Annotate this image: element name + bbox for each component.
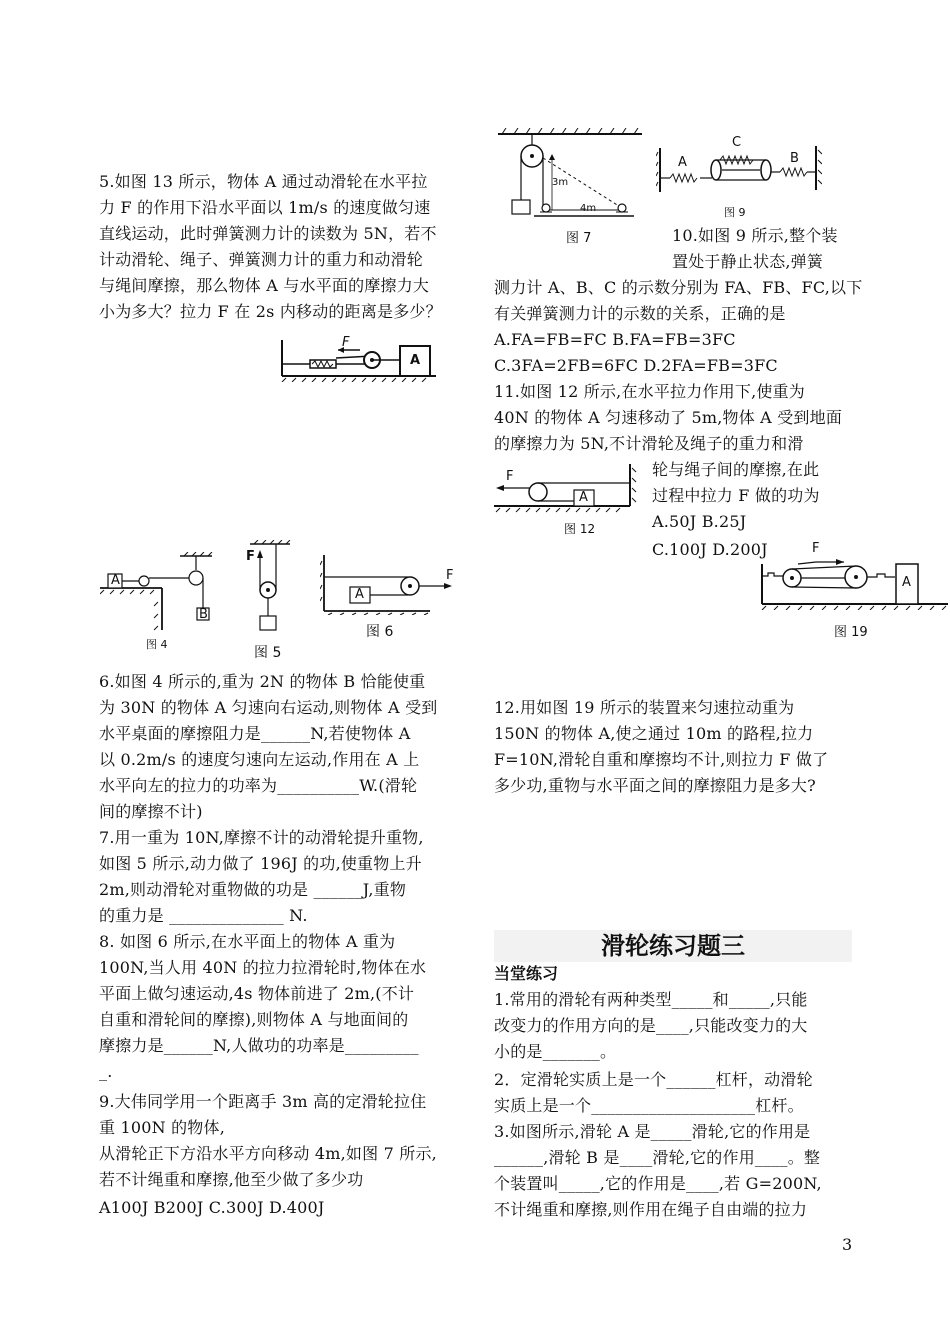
text-line: 若不计绳重和摩擦,他至少做了多少功 xyxy=(99,1170,364,1189)
text-line: 实质上是一个____________________杠杆。 xyxy=(494,1096,804,1115)
object-b-label: B xyxy=(199,607,208,622)
text-line: 重 100N 的物体, xyxy=(99,1118,225,1137)
section-subhead: 当堂练习 xyxy=(494,964,559,983)
text-line: A100J B200J C.300J D.400J xyxy=(99,1198,325,1217)
text-line: 改变力的作用方向的是____,只能改变力的大 xyxy=(494,1016,808,1035)
force-label: F xyxy=(446,568,454,583)
text-line: 以 0.2m/s 的速度匀速向左运动,作用在 A 上 xyxy=(99,750,420,769)
text-line: 从滑轮正下方沿水平方向移动 4m,如图 7 所示, xyxy=(99,1144,437,1163)
text-line: 6.如图 4 所示的,重为 2N 的物体 B 恰能使重 xyxy=(99,672,426,691)
text-line: 2．定滑轮实质上是一个______杠杆，动滑轮 xyxy=(494,1070,813,1089)
text-line: 与绳间摩擦，那么物体 A 与水平面的摩擦力大 xyxy=(99,276,430,295)
text-line: 3.如图所示,滑轮 A 是_____滑轮,它的作用是 xyxy=(494,1122,811,1141)
figure-6-pulley-diagram xyxy=(320,555,460,640)
distance-label: 4m xyxy=(580,203,597,214)
text-line: 1.常用的滑轮有两种类型_____和_____,只能 xyxy=(494,990,808,1009)
text-line: 计动滑轮、绳子、弹簧测力计的重力和动滑轮 xyxy=(99,250,424,269)
scale-c-label: C xyxy=(732,135,742,150)
force-label: F xyxy=(506,469,514,484)
text-line: 轮与绳子间的摩擦,在此 xyxy=(652,460,820,479)
figure-caption: 图 6 xyxy=(366,624,394,640)
text-line: 水平桌面的摩擦阻力是______N,若使物体 A xyxy=(99,724,411,743)
figure-13-pulley-diagram xyxy=(280,335,440,382)
force-label: F xyxy=(812,541,820,556)
text-line: 小的是_______。 xyxy=(494,1042,617,1061)
text-line: 摩擦力是______N,人做功的功率是_________ xyxy=(99,1036,419,1055)
scale-b-label: B xyxy=(790,151,799,166)
text-line: 的重力是 ______________ N. xyxy=(99,906,308,925)
figure-caption: 图 5 xyxy=(254,645,282,661)
text-line: 如图 5 所示,动力做了 196J 的功,使重物上升 xyxy=(99,854,422,873)
figure-19-pulley-diagram xyxy=(756,540,950,640)
page-number: 3 xyxy=(842,1235,853,1254)
text-line: 7.用一重为 10N,摩擦不计的动滑轮提升重物, xyxy=(99,828,424,847)
text-line: 40N 的物体 A 匀速移动了 5m,物体 A 受到地面 xyxy=(494,408,843,427)
text-line: 11.如图 12 所示,在水平拉力作用下,使重为 xyxy=(494,382,805,401)
text-line: 间的摩擦不计) xyxy=(99,802,203,821)
section-title: 滑轮练习题三 xyxy=(494,930,852,962)
text-line: 直线运动，此时弹簧测力计的读数为 5N，若不 xyxy=(99,224,437,243)
figure-caption: 图 9 xyxy=(724,206,746,219)
text-line: 置处于静止状态,弹簧 xyxy=(672,252,824,271)
figure-caption: 图 7 xyxy=(566,231,592,246)
text-line: _. xyxy=(99,1062,113,1081)
text-line: 自重和滑轮间的摩擦),则物体 A 与地面间的 xyxy=(99,1010,409,1029)
figure-7-pulley-diagram xyxy=(494,128,644,246)
figure-caption: 图 19 xyxy=(834,625,868,640)
text-line: 力 F 的作用下沿水平面以 1m/s 的速度做匀速 xyxy=(99,198,431,217)
text-line: A.50J B.25J xyxy=(652,512,747,531)
figure-caption: 图 12 xyxy=(564,522,596,536)
height-label: 3m xyxy=(552,177,569,188)
text-line: 12.用如图 19 所示的装置来匀速拉动重为 xyxy=(494,698,795,717)
text-line: 150N 的物体 A,使之通过 10m 的路程,拉力 xyxy=(494,724,814,743)
text-line: 测力计 A、B、C 的示数分别为 FA、FB、FC,以下 xyxy=(494,278,863,297)
object-a-label: A xyxy=(355,587,364,602)
text-line: 不计绳重和摩擦,则作用在绳子自由端的拉力 xyxy=(494,1200,808,1219)
text-line: 100N,当人用 40N 的拉力拉滑轮时,物体在水 xyxy=(99,958,427,977)
text-line: 10.如图 9 所示,整个装 xyxy=(672,226,838,245)
force-label: F xyxy=(342,335,350,350)
figure-9-spring-scale-diagram xyxy=(656,135,822,219)
text-line: 小为多大？拉力 F 在 2s 内移动的距离是多少？ xyxy=(99,302,442,321)
text-line: 2m,则动滑轮对重物做的功是 ______J,重物 xyxy=(99,880,407,899)
text-line: 为 30N 的物体 A 匀速向右运动,则物体 A 受到 xyxy=(99,698,438,717)
text-line: 9.大伟同学用一个距离手 3m 高的定滑轮拉住 xyxy=(99,1092,427,1111)
figure-5-pulley-diagram xyxy=(240,540,300,661)
text-line: 过程中拉力 F 做的功为 xyxy=(652,486,820,505)
text-line: ______,滑轮 B 是____滑轮,它的作用____。整 xyxy=(494,1148,821,1167)
text-line: F=10N,滑轮自重和摩擦均不计,则拉力 F 做了 xyxy=(494,750,829,769)
figure-caption: 图 4 xyxy=(146,638,168,651)
text-line: 5.如图 13 所示，物体 A 通过动滑轮在水平拉 xyxy=(99,172,428,191)
text-line: 水平向左的拉力的功率为__________W.(滑轮 xyxy=(99,776,418,795)
text-line: C.100J D.200J xyxy=(652,540,768,559)
force-label: F xyxy=(246,549,255,564)
figure-4-pulley-diagram xyxy=(100,552,220,651)
text-line: 的摩擦力为 5N,不计滑轮及绳子的重力和滑 xyxy=(494,434,804,453)
object-a-label: A xyxy=(902,575,911,590)
object-a-label: A xyxy=(579,490,588,505)
text-line: A.FA=FB=FC B.FA=FB=3FC xyxy=(494,330,736,349)
scale-a-label: A xyxy=(678,155,687,170)
text-line: 多少功,重物与水平面之间的摩擦阻力是多大? xyxy=(494,776,816,795)
text-line: 有关弹簧测力计的示数的关系，正确的是 xyxy=(494,304,786,323)
text-line: C.3FA=2FB=6FC D.2FA=FB=3FC xyxy=(494,356,778,375)
text-line: 平面上做匀速运动,4s 物体前进了 2m,(不计 xyxy=(99,984,415,1003)
object-label: A xyxy=(410,353,421,368)
figure-12-pulley-diagram xyxy=(494,462,640,536)
object-a-label: A xyxy=(111,573,120,588)
text-line: 8. 如图 6 所示,在水平面上的物体 A 重为 xyxy=(99,932,396,951)
text-line: 个装置叫_____,它的作用是____,若 G=200N, xyxy=(494,1174,822,1193)
